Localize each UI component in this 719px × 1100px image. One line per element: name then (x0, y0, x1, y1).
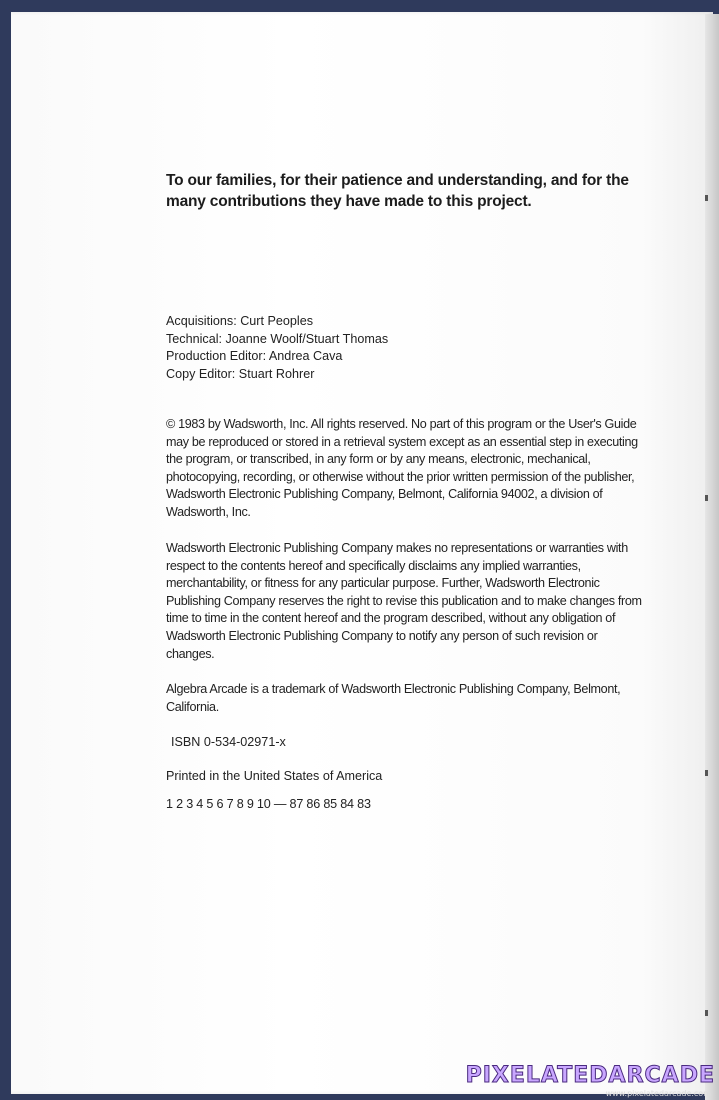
credit-line: Technical: Joanne Woolf/Stuart Thomas (166, 331, 389, 346)
binding-mark (705, 495, 708, 501)
dedication-text: To our families, for their patience and understanding, and for the many contributions they have made to this project. (166, 172, 629, 210)
credit-line: Copy Editor: Stuart Rohrer (166, 366, 315, 381)
binding-mark (705, 1010, 708, 1016)
printed-line: Printed in the United States of America (166, 769, 383, 783)
trademark-paragraph: Algebra Arcade is a trademark of Wadsworth Electronic Publishing Company, Belmont, California. (166, 682, 621, 714)
print-number-line: 1 2 3 4 5 6 7 8 9 10 — 87 86 85 84 83 (166, 797, 371, 811)
binding-mark (705, 770, 708, 776)
credit-line: Acquisitions: Curt Peoples (166, 314, 313, 328)
copyright-paragraph: © 1983 by Wadsworth, Inc. All rights reserved. No part of this program or the User's Guide may be reproduced or stored in a retrieval system except as an essential step in executing the program, or transcribed, in any form or by any means, electronic, mechanical, photocopying, recording, or otherwise without the prior written permission of the publisher, Wadsworth Electronic Publishing Company, Belmont, California 94002, a division of Wadsworth, Inc. (166, 417, 638, 519)
credit-line: Production Editor: Andrea Cava (166, 349, 343, 363)
binding-mark (705, 195, 708, 201)
credits-block (166, 313, 388, 383)
isbn-line: ISBN 0-534-02971-x (171, 735, 286, 749)
watermark-logo: PIXELATEDARCADE (465, 1063, 715, 1088)
disclaimer-paragraph: Wadsworth Electronic Publishing Company makes no representations or warranties with respect to the contents hereof and specifically disclaims any implied warranties, merchantability, or fitness for any particular purpose. Further, Wadsworth Electronic Publishing Company reserves the right to revise this publication and to make changes from time to time in the content hereof and the program described, without any obligation of Wadsworth Electronic Publishing Company to notify any person of such revision or changes. (166, 541, 642, 661)
watermark-url: www.pixelatedarcade.com (605, 1089, 711, 1098)
page-edge (705, 14, 719, 1100)
